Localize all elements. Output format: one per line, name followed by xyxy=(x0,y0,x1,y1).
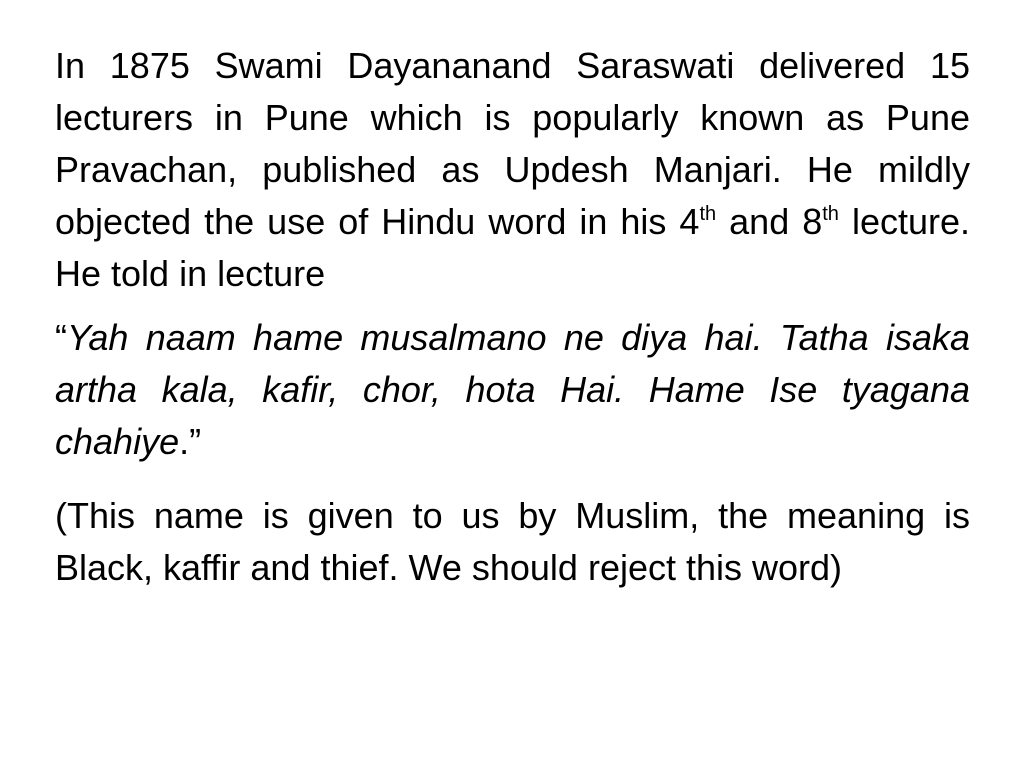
intro-paragraph xyxy=(55,40,970,300)
intro-text-part1: In 1875 Swami Dayananand Saraswati delivered 15 lecturers in Pune which is popularly known as Pune Pravachan, published as Updesh Manjari. He mildly objected the use of Hindu word in his 4 xyxy=(55,45,970,242)
superscript-eighth: th xyxy=(822,203,839,225)
superscript-fourth: th xyxy=(699,203,717,225)
intro-text-part3: lecture. He told in lecture xyxy=(55,201,971,294)
close-quote-mark: .” xyxy=(179,421,202,462)
translation-paragraph: (This name is given to us by Muslim, the meaning is Black, kaffir and thief. We should reject this word) xyxy=(55,495,970,588)
quote-paragraph xyxy=(55,312,970,468)
intro-text-part2: and 8 xyxy=(716,201,823,242)
open-quote-mark: “ xyxy=(55,317,67,358)
quote-text: Yah naam hame musalmano ne diya hai. Tatha isaka artha kala, kafir, chor, hota Hai. Hame Ise tyagana chahiye xyxy=(55,317,970,462)
